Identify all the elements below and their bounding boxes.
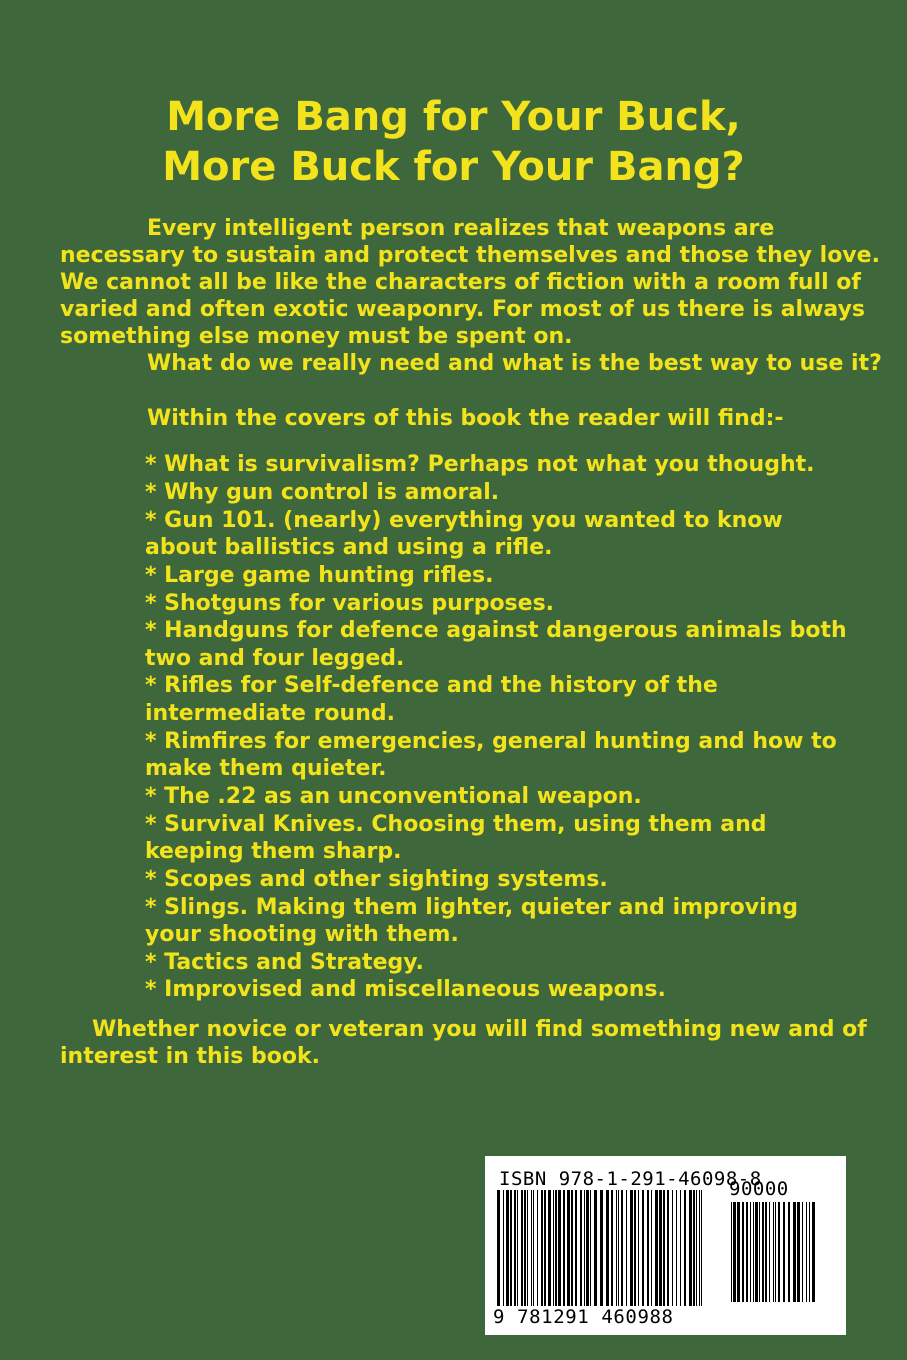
- barcode-bar: [586, 1190, 589, 1306]
- bullet-line: * Large game hunting rifles.: [145, 563, 494, 588]
- barcode-bar: [812, 1202, 815, 1302]
- barcode-bar: [503, 1190, 504, 1306]
- barcode-bar: [567, 1190, 570, 1306]
- bullet-line: * Survival Knives. Choosing them, using them and: [145, 812, 767, 837]
- barcode-bar: [533, 1190, 534, 1306]
- barcode-bar: [663, 1190, 665, 1306]
- barcode-bar: [676, 1190, 677, 1306]
- barcode-bar: [806, 1202, 807, 1302]
- barcode-bar: [548, 1190, 551, 1306]
- barcode-bar: [611, 1190, 613, 1306]
- barcode-bar: [667, 1190, 669, 1306]
- bullet-line: your shooting with them.: [145, 922, 459, 947]
- barcode-bar: [696, 1190, 697, 1306]
- barcode-bar: [531, 1190, 532, 1306]
- back-cover-title: [0, 92, 907, 192]
- closing-line: Whether novice or veteran you will find something new and of: [92, 1017, 867, 1042]
- barcode-bar: [783, 1202, 785, 1302]
- barcode-bar: [590, 1190, 591, 1306]
- barcode-bar: [693, 1190, 695, 1306]
- intro-line: Every intelligent person realizes that weapons are: [147, 216, 775, 241]
- bullet-line: * Rifles for Self-defence and the history of the: [145, 673, 718, 698]
- barcode-bar: [647, 1190, 649, 1306]
- barcode-bar: [527, 1190, 528, 1306]
- barcode-bar: [616, 1190, 617, 1306]
- barcode-bar: [642, 1190, 644, 1306]
- barcode-bar: [600, 1190, 603, 1306]
- barcode-bar: [634, 1190, 636, 1306]
- barcode-bar: [510, 1190, 512, 1306]
- intro-line: necessary to sustain and protect themselves and those they love.: [60, 243, 880, 268]
- barcode-bar: [689, 1190, 692, 1306]
- bullet-line: two and four legged.: [145, 646, 405, 671]
- barcode-bar: [537, 1190, 538, 1306]
- bullet-line: * Shotguns for various purposes.: [145, 591, 555, 616]
- barcode-bar: [558, 1190, 561, 1306]
- barcode-bar: [514, 1190, 516, 1306]
- barcode-bar: [802, 1202, 803, 1302]
- intro-line: varied and often exotic weaponry. For most of us there is always: [60, 297, 866, 322]
- barcode-bar: [809, 1202, 810, 1302]
- barcode-bar: [571, 1190, 573, 1306]
- bullet-line: keeping them sharp.: [145, 839, 402, 864]
- barcode-bar: [618, 1190, 619, 1306]
- price-code: 90000: [729, 1178, 789, 1200]
- barcode-bar: [797, 1202, 800, 1302]
- barcode-bar: [521, 1190, 523, 1306]
- bullet-line: * Improvised and miscellaneous weapons.: [145, 977, 666, 1002]
- intro-line: something else money must be spent on.: [60, 324, 573, 349]
- barcode-bar: [680, 1190, 681, 1306]
- barcode-bar: [731, 1202, 732, 1302]
- barcode-bar: [621, 1190, 623, 1306]
- barcode-bar: [750, 1202, 751, 1302]
- barcode-bar: [580, 1190, 582, 1306]
- barcode-bar: [672, 1190, 673, 1306]
- barcode-bar: [762, 1202, 764, 1302]
- barcode-bar: [638, 1190, 639, 1306]
- barcode-bar: [524, 1190, 526, 1306]
- title-line-1: More Bang for Your Buck,: [166, 94, 741, 140]
- barcode-bar: [753, 1202, 754, 1302]
- barcode-bar: [544, 1190, 546, 1306]
- barcode-bar: [655, 1190, 658, 1306]
- barcode-bar: [759, 1202, 760, 1302]
- barcode-bar: [773, 1202, 774, 1302]
- barcode-bar: [594, 1190, 597, 1306]
- barcode-bar: [733, 1202, 736, 1302]
- ean-barcode-bars: [497, 1190, 707, 1306]
- isbn-barcode: [485, 1156, 846, 1335]
- intro-line: We cannot all be like the characters of fiction with a room full of: [60, 270, 861, 295]
- barcode-bar: [575, 1190, 577, 1306]
- bullet-line: about ballistics and using a rifle.: [145, 535, 553, 560]
- barcode-bar: [563, 1190, 565, 1306]
- bullet-line: * Handguns for defence against dangerous animals both: [145, 618, 847, 643]
- barcode-bar: [742, 1202, 744, 1302]
- barcode-bar: [553, 1190, 554, 1306]
- barcode-bar: [765, 1202, 767, 1302]
- bullet-line: * Why gun control is amoral.: [145, 480, 500, 505]
- bullet-line: * Scopes and other sighting systems.: [145, 867, 608, 892]
- barcode-bar: [517, 1190, 518, 1306]
- barcode-bar: [626, 1190, 627, 1306]
- barcode-bar: [769, 1202, 770, 1302]
- barcode-bar: [701, 1190, 702, 1306]
- barcode-bar: [506, 1190, 509, 1306]
- barcode-bar: [606, 1190, 609, 1306]
- bullet-line: make them quieter.: [145, 756, 387, 781]
- lead-in-text: Within the covers of this book the reader will find:-: [147, 406, 784, 431]
- barcode-bar: [699, 1190, 700, 1306]
- barcode-bar: [541, 1190, 543, 1306]
- barcode-bar: [555, 1190, 557, 1306]
- isbn-label: ISBN 978-1-291-46098-8: [499, 1168, 762, 1190]
- isbn-digits: 9 781291 460988: [493, 1306, 674, 1328]
- barcode-bar: [793, 1202, 796, 1302]
- barcode-bar: [630, 1190, 633, 1306]
- bullet-line: * Tactics and Strategy.: [145, 950, 424, 975]
- bullet-line: * Gun 101. (nearly) everything you wanted to know: [145, 508, 783, 533]
- price-addon-bars: [731, 1202, 819, 1302]
- barcode-bar: [737, 1202, 740, 1302]
- bullet-line: * The .22 as an unconventional weapon.: [145, 784, 642, 809]
- barcode-bar: [497, 1190, 500, 1306]
- closing-line: interest in this book.: [60, 1044, 320, 1069]
- bullet-line: * Rimfires for emergencies, general hunting and how to: [145, 729, 837, 754]
- title-line-2: More Buck for Your Bang?: [162, 144, 745, 190]
- barcode-bar: [775, 1202, 776, 1302]
- barcode-bar: [778, 1202, 780, 1302]
- barcode-bar: [584, 1190, 585, 1306]
- bullet-line: * Slings. Making them lighter, quieter and improving: [145, 895, 799, 920]
- bullet-line: intermediate round.: [145, 701, 395, 726]
- barcode-bar: [684, 1190, 686, 1306]
- bullet-line: * What is survivalism? Perhaps not what you thought.: [145, 452, 815, 477]
- barcode-bar: [788, 1202, 790, 1302]
- barcode-bar: [651, 1190, 652, 1306]
- barcode-bar: [659, 1190, 662, 1306]
- intro-line: What do we really need and what is the best way to use it?: [147, 351, 882, 376]
- barcode-bar: [755, 1202, 758, 1302]
- barcode-bar: [746, 1202, 748, 1302]
